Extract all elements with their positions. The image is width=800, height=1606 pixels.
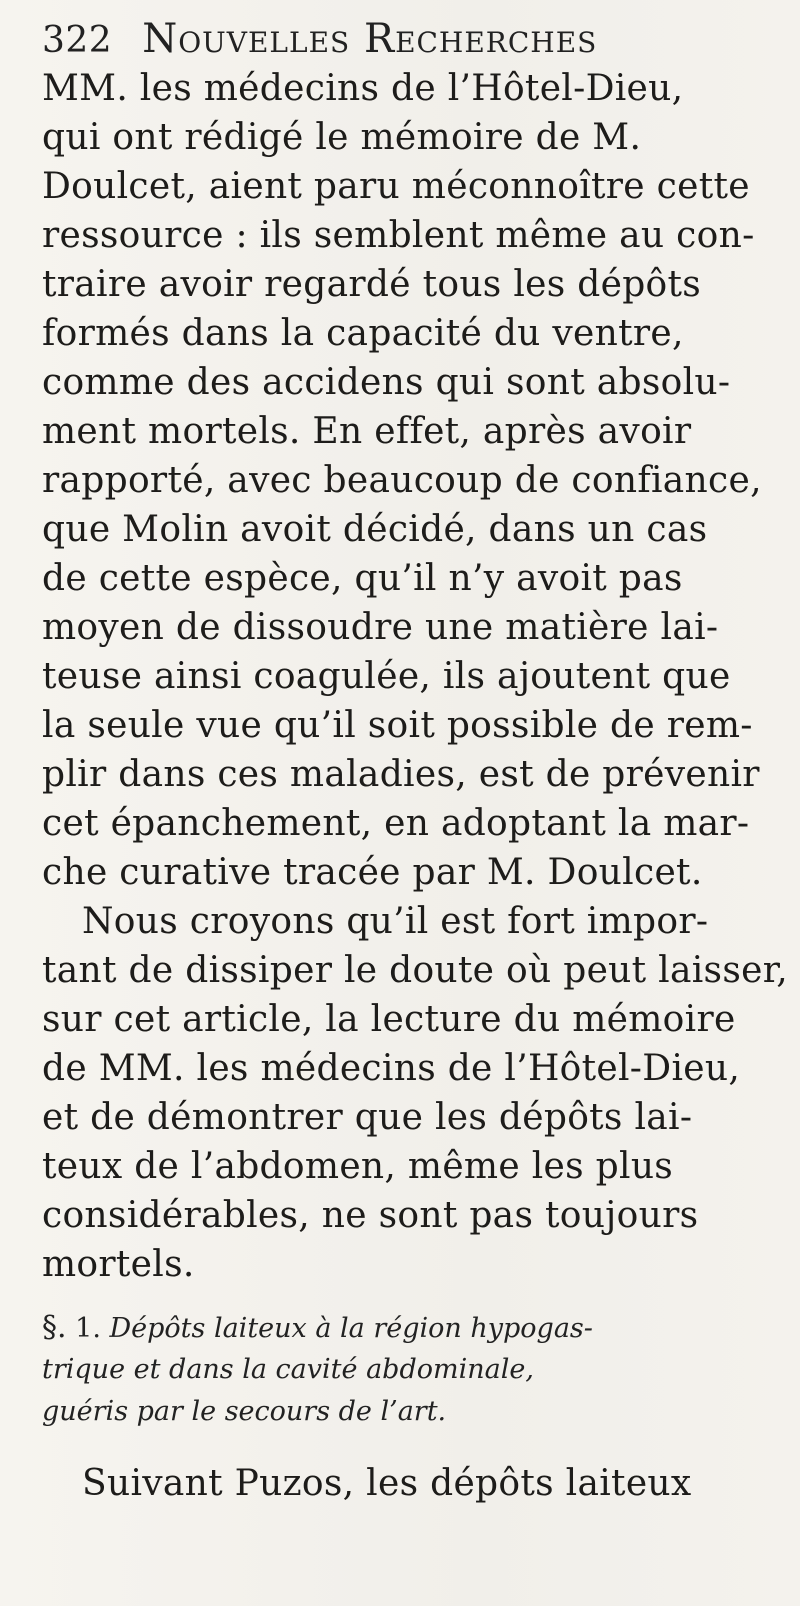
paragraph-start-line: Nous croyons qu’il est fort impor- (82, 901, 709, 942)
section-title-text: Dépôts laiteux à la région hypogas- (109, 1313, 593, 1344)
page-number: 322 (42, 20, 113, 61)
following-paragraph (42, 1459, 776, 1508)
text-line: Suivant Puzos, les dépôts laiteux (82, 1463, 692, 1504)
text-line: cet épanchement, en adoptant la mar- (42, 803, 750, 844)
text-line: moyen de dissoudre une matière lai- (42, 607, 719, 648)
text-line: considérables, ne sont pas toujours (42, 1195, 699, 1236)
text-line: tant de dissiper le doute où peut laisser, (42, 950, 789, 991)
text-line: Doulcet, aient paru méconnoître cette (42, 166, 750, 207)
text-line: la seule vue qu’il soit possible de rem- (42, 705, 753, 746)
section-title-line: trique et dans la cavité abdominale, (42, 1354, 534, 1385)
section-title-line (42, 1307, 776, 1349)
text-line: mortels. (42, 1244, 195, 1285)
text-line: de MM. les médecins de l’Hôtel-Dieu, (42, 1048, 741, 1089)
section-number: 1. (75, 1313, 101, 1344)
text-line: que Molin avoit décidé, dans un cas (42, 509, 708, 550)
text-line: de cette espèce, qu’il n’y avoit pas (42, 558, 683, 599)
text-line: formés dans la capacité du ventre, (42, 313, 684, 354)
section-title-line: guéris par le secours de l’art. (42, 1396, 447, 1427)
text-line: qui ont rédigé le mémoire de M. (42, 117, 642, 158)
text-line: et de démontrer que les dépôts lai- (42, 1097, 693, 1138)
text-line: ressource : ils semblent même au con- (42, 215, 755, 256)
running-title: Nouvelles Recherches (142, 16, 598, 62)
text-line: plir dans ces maladies, est de prévenir (42, 754, 760, 795)
text-line: teux de l’abdomen, même les plus (42, 1146, 674, 1187)
section-heading (42, 1307, 776, 1433)
text-line: teuse ainsi coagulée, ils ajoutent que (42, 656, 731, 697)
text-line: MM. les médecins de l’Hôtel-Dieu, (42, 68, 684, 109)
body-paragraphs (42, 64, 789, 1289)
text-line: sur cet article, la lecture du mémoire (42, 999, 736, 1040)
text-line: che curative tracée par M. Doulcet. (42, 852, 703, 893)
text-line: traire avoir regardé tous les dépôts (42, 264, 702, 305)
running-head (42, 14, 776, 64)
section-mark: §. (42, 1310, 67, 1345)
text-line: comme des accidens qui sont absolu- (42, 362, 731, 403)
text-line: ment mortels. En effet, après avoir (42, 411, 692, 452)
text-line: rapporté, avec beaucoup de confiance, (42, 460, 762, 501)
